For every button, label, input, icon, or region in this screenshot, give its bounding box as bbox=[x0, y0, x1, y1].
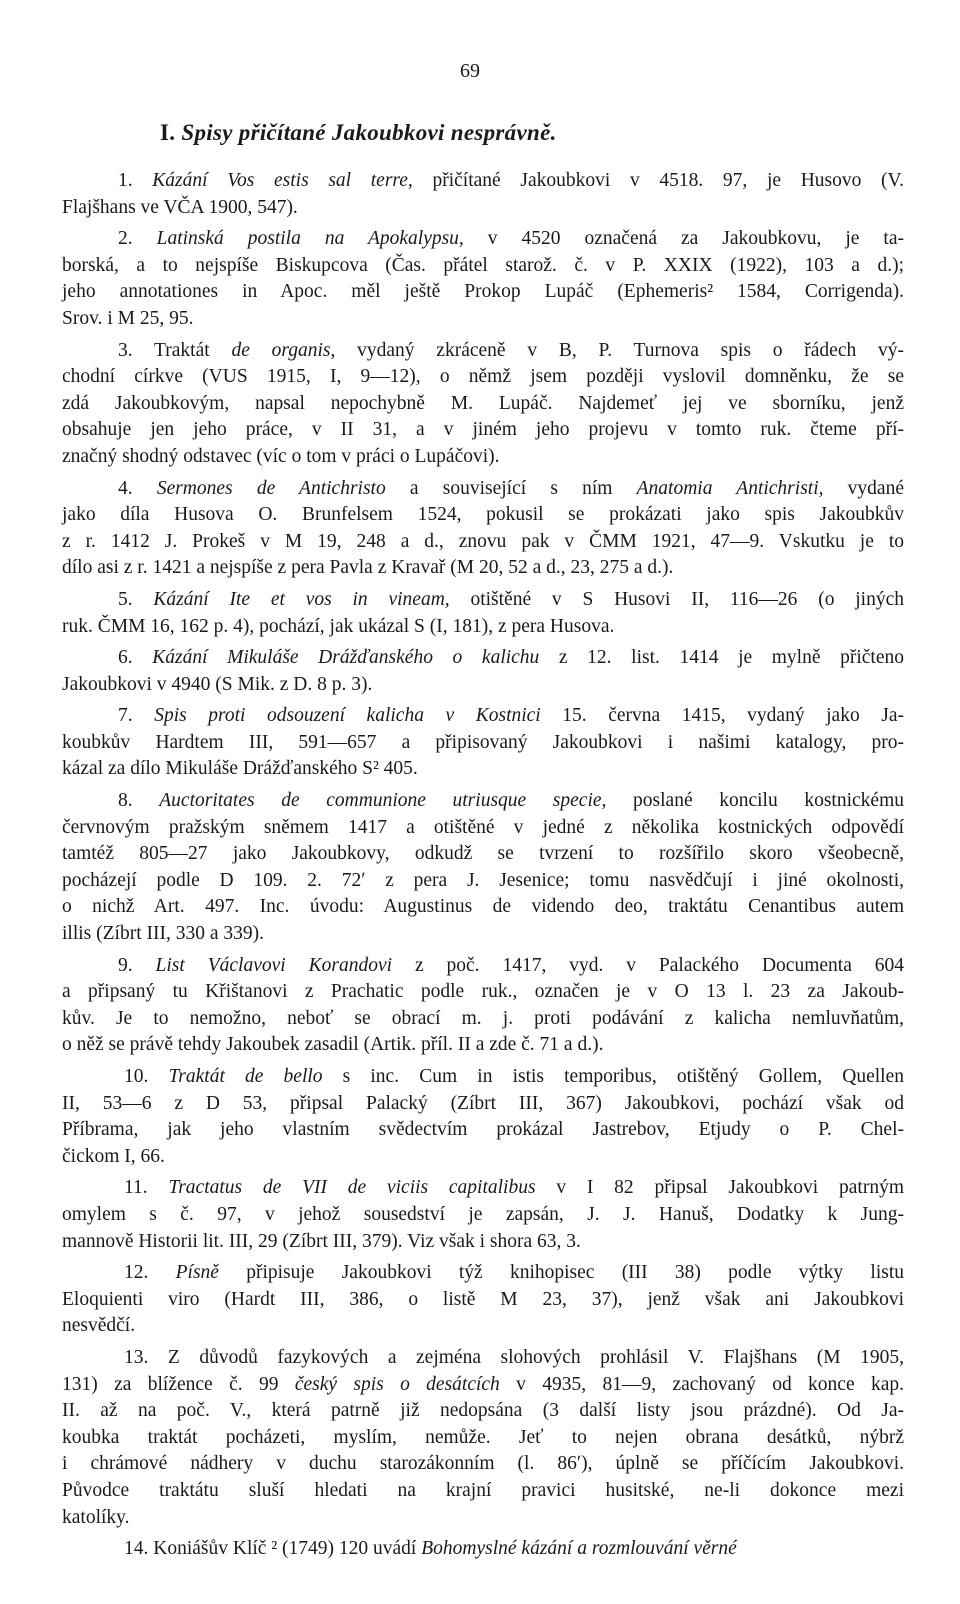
text-run: chodní církve (VUS 1915, I, 9—12), o němž jsem později vyslovil domněnku, že se bbox=[62, 366, 904, 388]
text-line bbox=[62, 1313, 904, 1340]
text-run: ruk. ČMM 16, 162 p. 4), pochází, jak ukázal S (I, 181), z pera Husova. bbox=[62, 615, 615, 637]
italic-title: Bohomyslné kázání a rozmlouvání věrné bbox=[421, 1538, 737, 1560]
text-run: Srov. i M 25, 95. bbox=[62, 307, 194, 329]
text-run: vydaný zkráceně v B, P. Turnova spis o řádech vý- bbox=[335, 339, 904, 361]
text-line bbox=[62, 1032, 904, 1059]
text-line bbox=[62, 168, 904, 195]
text-run: čickom I, 66. bbox=[62, 1145, 165, 1167]
italic-title: Kázání Vos estis sal terre, bbox=[152, 170, 413, 191]
text-run: 1. bbox=[118, 170, 153, 191]
text-run: o něž se právě tehdy Jakoubek zasadil (Artik. příl. II a zde č. 71 a d.). bbox=[62, 1034, 604, 1056]
text-run: II. až na poč. V., která patrně již nedopsána (3 další listy jsou prázdné). Od Ja- bbox=[62, 1400, 904, 1422]
body-text bbox=[62, 168, 904, 1563]
text-line bbox=[62, 391, 904, 418]
section-heading bbox=[160, 120, 557, 147]
text-run: 5. bbox=[118, 588, 154, 610]
text-run: katolíky. bbox=[62, 1506, 130, 1528]
paragraph-12 bbox=[62, 1260, 904, 1340]
text-run: Původce traktátu sluší hledati na krajní pravici husitské, ne-li dokonce mezi bbox=[62, 1479, 904, 1501]
text-run: otištěné v S Husovi II, 116—26 (o jiných bbox=[449, 588, 904, 610]
text-run: vydané bbox=[823, 477, 904, 499]
text-line bbox=[62, 703, 904, 730]
text-line bbox=[62, 529, 904, 556]
paragraph-11 bbox=[62, 1175, 904, 1255]
text-line bbox=[62, 1091, 904, 1118]
text-run: mannově Historii lit. III, 29 (Zíbrt III, 379). Viz však i shora 63, 3. bbox=[62, 1230, 581, 1252]
text-run: koubkův Hardtem III, 591—657 a připisovaný Jakoubkovi i našimi katalogy, pro- bbox=[62, 731, 904, 753]
text-run: Jakoubkovi v 4940 (S Mik. z D. 8 p. 3). bbox=[62, 673, 373, 695]
text-run: kův. Je to nemožno, neboť se obrací m. j. proti podávání z kalicha nemluvňatům, bbox=[62, 1007, 904, 1029]
text-run: poslané koncilu kostnickému bbox=[606, 790, 904, 812]
italic-title: Tractatus de VII de viciis capitalibus bbox=[168, 1177, 536, 1199]
text-run: v I 82 připsal Jakoubkovi patrným bbox=[535, 1177, 904, 1199]
text-run: o nichž Art. 497. Inc. úvodu: Augustinus de videndo deo, traktátu Cenantibus autem bbox=[62, 896, 904, 918]
text-run: 6. bbox=[118, 647, 153, 669]
text-line bbox=[62, 587, 904, 614]
italic-title: Anatomia Antichristi, bbox=[636, 477, 824, 499]
text-line bbox=[62, 788, 904, 815]
text-run: Příbrama, jak jeho vlastním svědectvím prokázal Jastrebov, Etjudy o P. Chel- bbox=[62, 1119, 904, 1141]
text-run: v 4935, 81—9, zachovaný od konce kap. bbox=[499, 1373, 904, 1395]
text-line bbox=[62, 253, 904, 280]
italic-title: český spis o desátcích bbox=[294, 1373, 500, 1395]
text-line bbox=[62, 502, 904, 529]
text-line bbox=[62, 1536, 904, 1563]
text-run: 13. Z důvodů fazykových a zejména slohových prohlásil V. Flajšhans (M 1905, bbox=[124, 1346, 904, 1368]
text-run: jako díla Husova O. Brunfelsem 1524, pokusil se prokázati jako spis Jakoubkův bbox=[62, 504, 904, 526]
text-run: pocházejí podle D 109. 2. 72ʹ z pera J. Jesenice; tomu nasvědčují i jiné okolnosti, bbox=[62, 869, 904, 891]
paragraph-14 bbox=[62, 1536, 904, 1563]
text-line bbox=[62, 1505, 904, 1532]
text-run: omylem s č. 97, v jehož sousedství je zapsán, J. J. Hanuš, Dodatky k Jung- bbox=[62, 1203, 904, 1225]
text-line bbox=[62, 1064, 904, 1091]
text-run: 15. června 1415, vydaný jako Ja- bbox=[540, 705, 904, 727]
text-run: 10. bbox=[124, 1066, 169, 1087]
text-line bbox=[62, 1345, 904, 1372]
text-line bbox=[62, 815, 904, 842]
text-run: 4. bbox=[118, 477, 157, 499]
text-run: Flajšhans ve VČA 1900, 547). bbox=[62, 196, 298, 218]
text-line bbox=[62, 1144, 904, 1171]
text-line bbox=[62, 1202, 904, 1229]
text-line bbox=[62, 921, 904, 948]
text-run: 14. Koniášův Klíč ² (1749) 120 uvádí bbox=[124, 1538, 422, 1560]
text-run: obsahuje jen jeho práce, v II 31, a v jiném jeho projevu v tomto ruk. čteme pří- bbox=[62, 419, 904, 441]
italic-title: Písně bbox=[175, 1262, 219, 1284]
paragraph-9 bbox=[62, 953, 904, 1059]
text-line bbox=[62, 476, 904, 503]
text-line bbox=[62, 417, 904, 444]
text-line bbox=[62, 279, 904, 306]
text-line bbox=[62, 555, 904, 582]
text-line bbox=[62, 1260, 904, 1287]
text-line bbox=[62, 364, 904, 391]
text-line bbox=[62, 1006, 904, 1033]
italic-title: Sermones de Antichristo bbox=[156, 477, 386, 499]
italic-title: List Václavovi Korandovi bbox=[155, 954, 393, 976]
text-line bbox=[62, 338, 904, 365]
text-run: 11. bbox=[124, 1177, 169, 1199]
text-line bbox=[62, 1175, 904, 1202]
text-run: Eloquienti viro (Hardt III, 386, o listě M 23, 37), jenž však ani Jakoubkovi bbox=[62, 1288, 904, 1310]
italic-title: de organis, bbox=[231, 339, 336, 361]
text-run: kázal za dílo Mikuláše Drážďanského S² 405. bbox=[62, 758, 418, 780]
text-run: zdá Jakoubkovým, napsal nepochybně M. Lupáč. Najdemeť jej ve sborníku, jenž bbox=[62, 392, 904, 414]
text-line bbox=[62, 841, 904, 868]
text-line bbox=[62, 1478, 904, 1505]
paragraph-1 bbox=[62, 168, 904, 221]
paragraph-5 bbox=[62, 587, 904, 640]
text-run: v 4520 označená za Jakoubkovu, je ta- bbox=[463, 228, 904, 250]
paragraph-3 bbox=[62, 338, 904, 471]
text-run: 9. bbox=[118, 954, 156, 976]
text-run: koubka traktát pocházeti, myslím, nemůže. Jeť to nejen obrana desátků, nýbrž bbox=[62, 1426, 904, 1448]
text-run: přičítané Jakoubkovi v 4518. 97, je Husovo (V. bbox=[412, 170, 904, 191]
text-line bbox=[62, 226, 904, 253]
text-line bbox=[62, 1287, 904, 1314]
text-run: připisuje Jakoubkovi týž knihopisec (III 38) podle výtky listu bbox=[218, 1262, 905, 1284]
paragraph-6 bbox=[62, 645, 904, 698]
text-line bbox=[62, 894, 904, 921]
text-line bbox=[62, 730, 904, 757]
text-run: 3. Traktát bbox=[118, 339, 232, 361]
text-line bbox=[62, 1372, 904, 1399]
italic-title: Kázání Ite et vos in vineam, bbox=[153, 588, 450, 610]
text-line bbox=[62, 1451, 904, 1478]
text-line bbox=[62, 979, 904, 1006]
text-run: červnovým pražským sněmem 1417 a otištěné v jedné z několika kostnických odpovědí bbox=[62, 816, 904, 838]
text-line bbox=[62, 306, 904, 333]
text-run: tamtéž 805—27 jako Jakoubkovy, odkudž se tvrzení to rozšířilo skoro všeobecně, bbox=[62, 843, 904, 865]
text-line bbox=[62, 868, 904, 895]
text-run: 8. bbox=[118, 790, 160, 812]
text-run: s inc. Cum in istis temporibus, otištěný Gollem, Quellen bbox=[322, 1066, 905, 1087]
text-line bbox=[62, 672, 904, 699]
text-run: i chrámové nádhery v duchu starozákonním (l. 86ʹ), úplně se příčícím Jakoubkovi. bbox=[62, 1453, 904, 1475]
text-run: z poč. 1417, vyd. v Palackého Documenta 604 bbox=[392, 954, 905, 976]
text-run: illis (Zíbrt III, 330 a 339). bbox=[62, 923, 264, 945]
text-run: a související s ním bbox=[385, 477, 637, 499]
text-run: z 12. list. 1414 je mylně přičteno bbox=[539, 647, 904, 669]
paragraph-4 bbox=[62, 476, 904, 582]
paragraph-10 bbox=[62, 1064, 904, 1170]
paragraph-8 bbox=[62, 788, 904, 948]
italic-title: Auctoritates de communione utriusque specie, bbox=[159, 790, 607, 812]
text-run: II, 53—6 z D 53, připsal Palacký (Zíbrt III, 367) Jakoubkovi, pochází však od bbox=[62, 1092, 904, 1114]
italic-title: Kázání Mikuláše Drážďanského o kalichu bbox=[152, 647, 540, 669]
text-run: jeho annotationes in Apoc. měl ještě Prokop Lupáč (Ephemeris² 1584, Corrigenda). bbox=[62, 281, 904, 303]
text-run: 7. bbox=[118, 705, 155, 727]
heading-title: Spisy přičítané Jakoubkovi nesprávně. bbox=[181, 120, 557, 145]
text-run: nesvědčí. bbox=[62, 1315, 136, 1337]
text-run: a připsaný tu Křištanovi z Prachatic podle ruk., označen je v O 13 l. 23 za Jakoub- bbox=[62, 981, 904, 1003]
paragraph-7 bbox=[62, 703, 904, 783]
text-line bbox=[62, 444, 904, 471]
text-line bbox=[62, 1425, 904, 1452]
text-line bbox=[62, 1229, 904, 1256]
italic-title: Spis proti odsouzení kalicha v Kostnici bbox=[154, 705, 541, 727]
text-line bbox=[62, 195, 904, 222]
text-run: dílo asi z r. 1421 a nejspíše z pera Pavla z Kravař (M 20, 52 a d., 23, 275 a d.). bbox=[62, 557, 674, 579]
text-line bbox=[62, 1398, 904, 1425]
text-line bbox=[62, 1117, 904, 1144]
text-run: borská, a to nejspíše Biskupcova (Čas. přátel starož. č. v P. XXIX (1922), 103 a d.); bbox=[62, 254, 904, 276]
text-run: 12. bbox=[124, 1262, 176, 1284]
paragraph-13 bbox=[62, 1345, 904, 1531]
text-run: značný shodný odstavec (víc o tom v práci o Lupáčovi). bbox=[62, 445, 500, 467]
text-line bbox=[62, 953, 904, 980]
italic-title: Latinská postila na Apokalypsu, bbox=[156, 228, 464, 250]
italic-title: Traktát de bello bbox=[168, 1066, 323, 1087]
text-line bbox=[62, 614, 904, 641]
paragraph-2 bbox=[62, 226, 904, 332]
text-line bbox=[62, 645, 904, 672]
text-line bbox=[62, 756, 904, 783]
page-number: 69 bbox=[460, 60, 480, 82]
text-run: z r. 1412 J. Prokeš v M 19, 248 a d., znovu pak v ČMM 1921, 47—9. Vskutku je to bbox=[62, 530, 904, 552]
text-run: 131) za blížence č. 99 bbox=[62, 1373, 295, 1395]
text-run: 2. bbox=[118, 228, 157, 250]
heading-numeral: I. bbox=[160, 120, 176, 145]
